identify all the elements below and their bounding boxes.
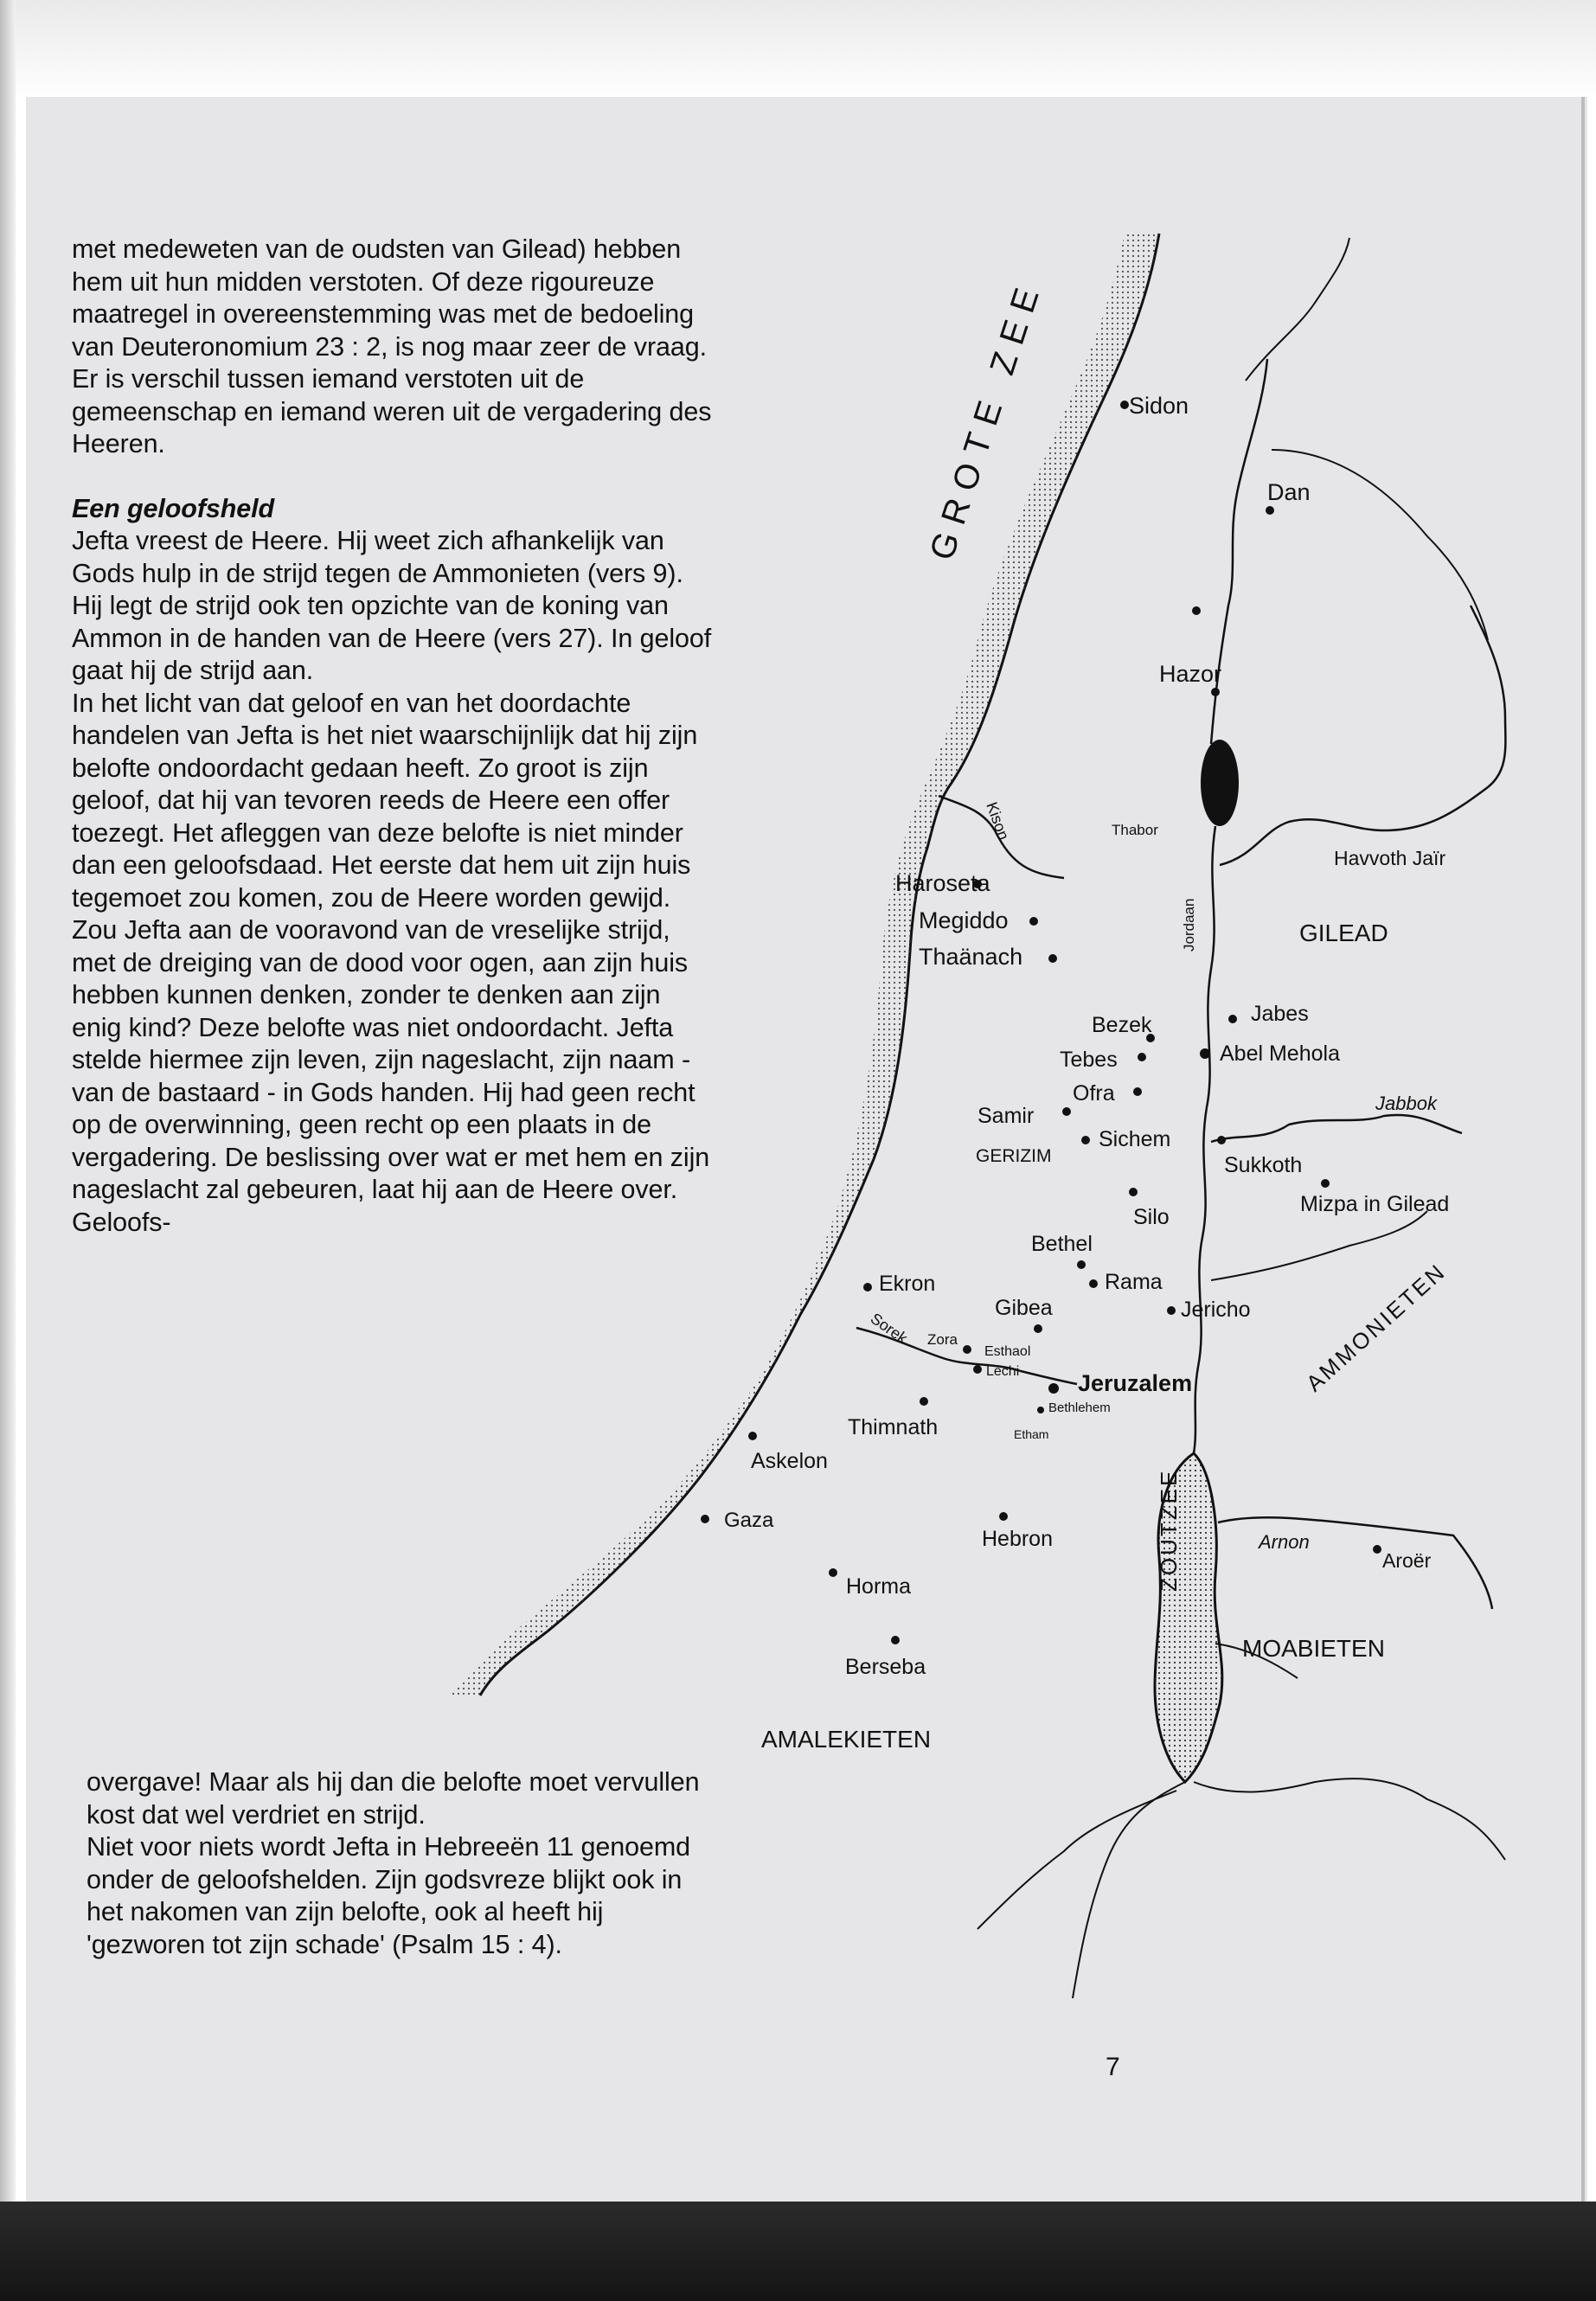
place-label-bezek: Bezek — [1092, 1013, 1152, 1037]
city-dot — [1228, 1015, 1237, 1023]
city-dot — [1037, 1407, 1044, 1413]
river-label-arnon: Arnon — [1259, 1531, 1310, 1553]
place-label-rama: Rama — [1105, 1270, 1163, 1294]
paragraph: overgave! Maar als hij dan die belofte moet vervullen kost dat wel verdriet en strijd. — [87, 1767, 700, 1830]
svg-text:GROTE ZEE: GROTE ZEE — [922, 273, 1050, 565]
city-dot — [1048, 1383, 1059, 1394]
place-label-bethel: Bethel — [1031, 1232, 1093, 1256]
city-dot — [963, 1345, 971, 1354]
place-label-horma: Horma — [846, 1574, 912, 1599]
svg-text:Sorek: Sorek — [867, 1309, 911, 1348]
city-dot — [1138, 1053, 1146, 1061]
place-label-berseba: Berseba — [845, 1655, 926, 1679]
place-label-esthaol: Esthaol — [984, 1344, 1031, 1359]
city-dot — [999, 1512, 1008, 1521]
region-label-moabieten: MOABIETEN — [1242, 1635, 1385, 1662]
city-dot — [920, 1397, 928, 1406]
paragraph: In het licht van dat geloof en van het doordachte handelen van Jefta is het niet waarschijnlijk dat hij zijn belofte ondoordacht gedaan heeft. Zo groot is zijn geloof, dat hij van tevoren reeds de Heere een offer toezegt. Het afleggen van deze belofte is niet minder dan een geloofsdaad. Het eerste dat hem uit zijn huis tegemoet zou komen, zou de Heere worden gewijd. Zou Jefta aan de vooravond van de vreselijke strijd, met de dreiging van de dood voor ogen, aan zijn huis hebben kunnen denken, zonder te denken aan zijn enig kind? Deze belofte was niet ondoordacht. Jefta stelde hiermee zijn leven, zijn nageslacht, zijn naam - van de bastaard - in Gods handen. Hij had geen recht op de overwinning, geen recht op een plaats in de vergadering. De beslissing over wat er met hem en zijn nageslacht zal gebeuren, laat hij aan de Heere over. Geloofs- — [72, 688, 710, 1237]
svg-text:Jordaan: Jordaan — [1181, 898, 1197, 952]
city-dot — [1321, 1179, 1330, 1188]
city-dot — [1129, 1188, 1138, 1196]
place-label-haroseta: Haroseta — [895, 870, 990, 896]
place-label-mizpa: Mizpa in Gilead — [1300, 1192, 1450, 1216]
city-dot — [1211, 688, 1220, 696]
jabbok-river — [1211, 1115, 1462, 1142]
river-label-jordaan — [1181, 899, 1197, 952]
city-dot — [1081, 1136, 1090, 1144]
paragraph: Niet voor niets wordt Jefta in Hebreeën 11 genoemd onder de geloofshelden. Zijn godsvreze blijkt ook in het nakomen van zijn belofte, ook al heeft hij 'gezworen tot zijn schade' (Psalm 15 : 4). — [87, 1832, 691, 1959]
northeast-wadi — [1246, 238, 1349, 381]
page-number: 7 — [1106, 2053, 1120, 2081]
place-label-jericho: Jericho — [1181, 1298, 1251, 1322]
city-dot — [1167, 1306, 1176, 1315]
place-label-bethlehem: Bethlehem — [1048, 1400, 1111, 1415]
river-label-sorek — [868, 1310, 912, 1348]
city-dot — [973, 1365, 982, 1374]
city-dot — [1200, 1048, 1210, 1059]
place-label-sidon: Sidon — [1129, 393, 1189, 419]
place-label-samir: Samir — [977, 1104, 1035, 1128]
city-dot — [1192, 606, 1201, 615]
svg-text:ZOUTZEE: ZOUTZEE — [1156, 1468, 1182, 1592]
place-label-hebron: Hebron — [982, 1527, 1053, 1551]
place-label-sukkoth: Sukkoth — [1224, 1153, 1303, 1177]
sea-stipple — [450, 234, 1159, 1695]
city-dot — [1373, 1545, 1381, 1554]
place-label-havvoth-jair: Havvoth Jaïr — [1334, 847, 1446, 869]
svg-text:Kison: Kison — [983, 799, 1013, 843]
place-label-askelon: Askelon — [751, 1449, 828, 1473]
city-dot — [748, 1432, 757, 1440]
region-label-gilead: GILEAD — [1299, 920, 1388, 946]
place-label-dan: Dan — [1267, 479, 1311, 505]
jarmuk-river — [1220, 606, 1505, 865]
place-label-thaanach: Thaänach — [919, 944, 1023, 970]
place-label-hazor: Hazor — [1159, 661, 1222, 687]
place-label-sichem: Sichem — [1099, 1127, 1171, 1151]
city-dot — [1062, 1107, 1071, 1116]
place-label-thimnath: Thimnath — [848, 1415, 939, 1439]
place-label-gaza: Gaza — [724, 1509, 774, 1532]
region-label-amalekieten: AMALEKIETEN — [761, 1726, 932, 1753]
mountain-label-thabor: Thabor — [1112, 822, 1158, 838]
place-label-gibea: Gibea — [995, 1296, 1053, 1320]
place-label-jeruzalem: Jeruzalem — [1078, 1370, 1193, 1396]
city-dot — [863, 1283, 872, 1292]
river-label-jabbok: Jabbok — [1375, 1093, 1437, 1114]
southern-wadi — [1073, 1782, 1185, 1998]
sea-label-zoutzee — [1156, 1469, 1182, 1592]
place-label-silo: Silo — [1133, 1205, 1170, 1229]
city-dot — [1034, 1324, 1042, 1333]
place-label-etham: Etham — [1014, 1427, 1049, 1441]
paragraph: met medeweten van de oudsten van Gilead) hebben hem uit hun midden verstoten. Of deze rigoureuze maatregel in overeenstemming was met de bedoeling van Deuteronomium 23 : 2, is nog maar zeer de vraag. Er is verschil tussen iemand verstoten uit de gemeenschap en iemand weren uit de vergadering des Heeren. — [72, 234, 712, 458]
sea-of-galilee — [1201, 740, 1239, 826]
place-label-lechi: Lechi — [986, 1364, 1020, 1379]
place-label-abel-mehola: Abel Mehola — [1220, 1042, 1340, 1066]
region-label-ammonieten — [1301, 1258, 1451, 1396]
city-dot — [701, 1515, 709, 1523]
place-label-aroer: Aroër — [1382, 1549, 1432, 1572]
eastern-wadi — [1211, 1211, 1427, 1280]
city-dot — [1029, 917, 1038, 926]
paragraph: Jefta vreest de Heere. Hij weet zich afhankelijk van Gods hulp in de strijd tegen de Ammonieten (vers 9). Hij legt de strijd ook ten opzichte van de koning van Ammon in de handen van de Heere (vers 27). In geloof gaat hij de strijd aan. — [72, 526, 712, 685]
hermon-wadi — [1272, 450, 1488, 640]
section-heading: Een geloofsheld — [72, 493, 275, 523]
city-dot — [1266, 506, 1274, 515]
city-dot — [891, 1636, 900, 1644]
place-label-megiddo: Megiddo — [919, 907, 1009, 933]
place-label-zora: Zora — [927, 1331, 958, 1348]
svg-text:AMMONIETEN: AMMONIETEN — [1300, 1258, 1452, 1397]
city-dot — [1217, 1136, 1226, 1144]
city-dot — [1120, 401, 1129, 409]
mountain-label-gerizim: GERIZIM — [976, 1146, 1052, 1166]
city-dot — [829, 1568, 837, 1577]
city-dot — [1133, 1087, 1142, 1096]
place-label-ekron: Ekron — [879, 1272, 936, 1296]
city-dot — [1089, 1279, 1098, 1288]
place-label-ofra: Ofra — [1073, 1081, 1115, 1106]
southwest-wadi — [977, 1791, 1176, 1929]
southeast-wadi — [1194, 1779, 1505, 1860]
scan-dark-band — [0, 2202, 1596, 2301]
city-dot — [1077, 1260, 1086, 1269]
place-label-tebes: Tebes — [1060, 1048, 1118, 1072]
city-dot — [1048, 954, 1057, 963]
place-label-jabes: Jabes — [1251, 1002, 1309, 1026]
